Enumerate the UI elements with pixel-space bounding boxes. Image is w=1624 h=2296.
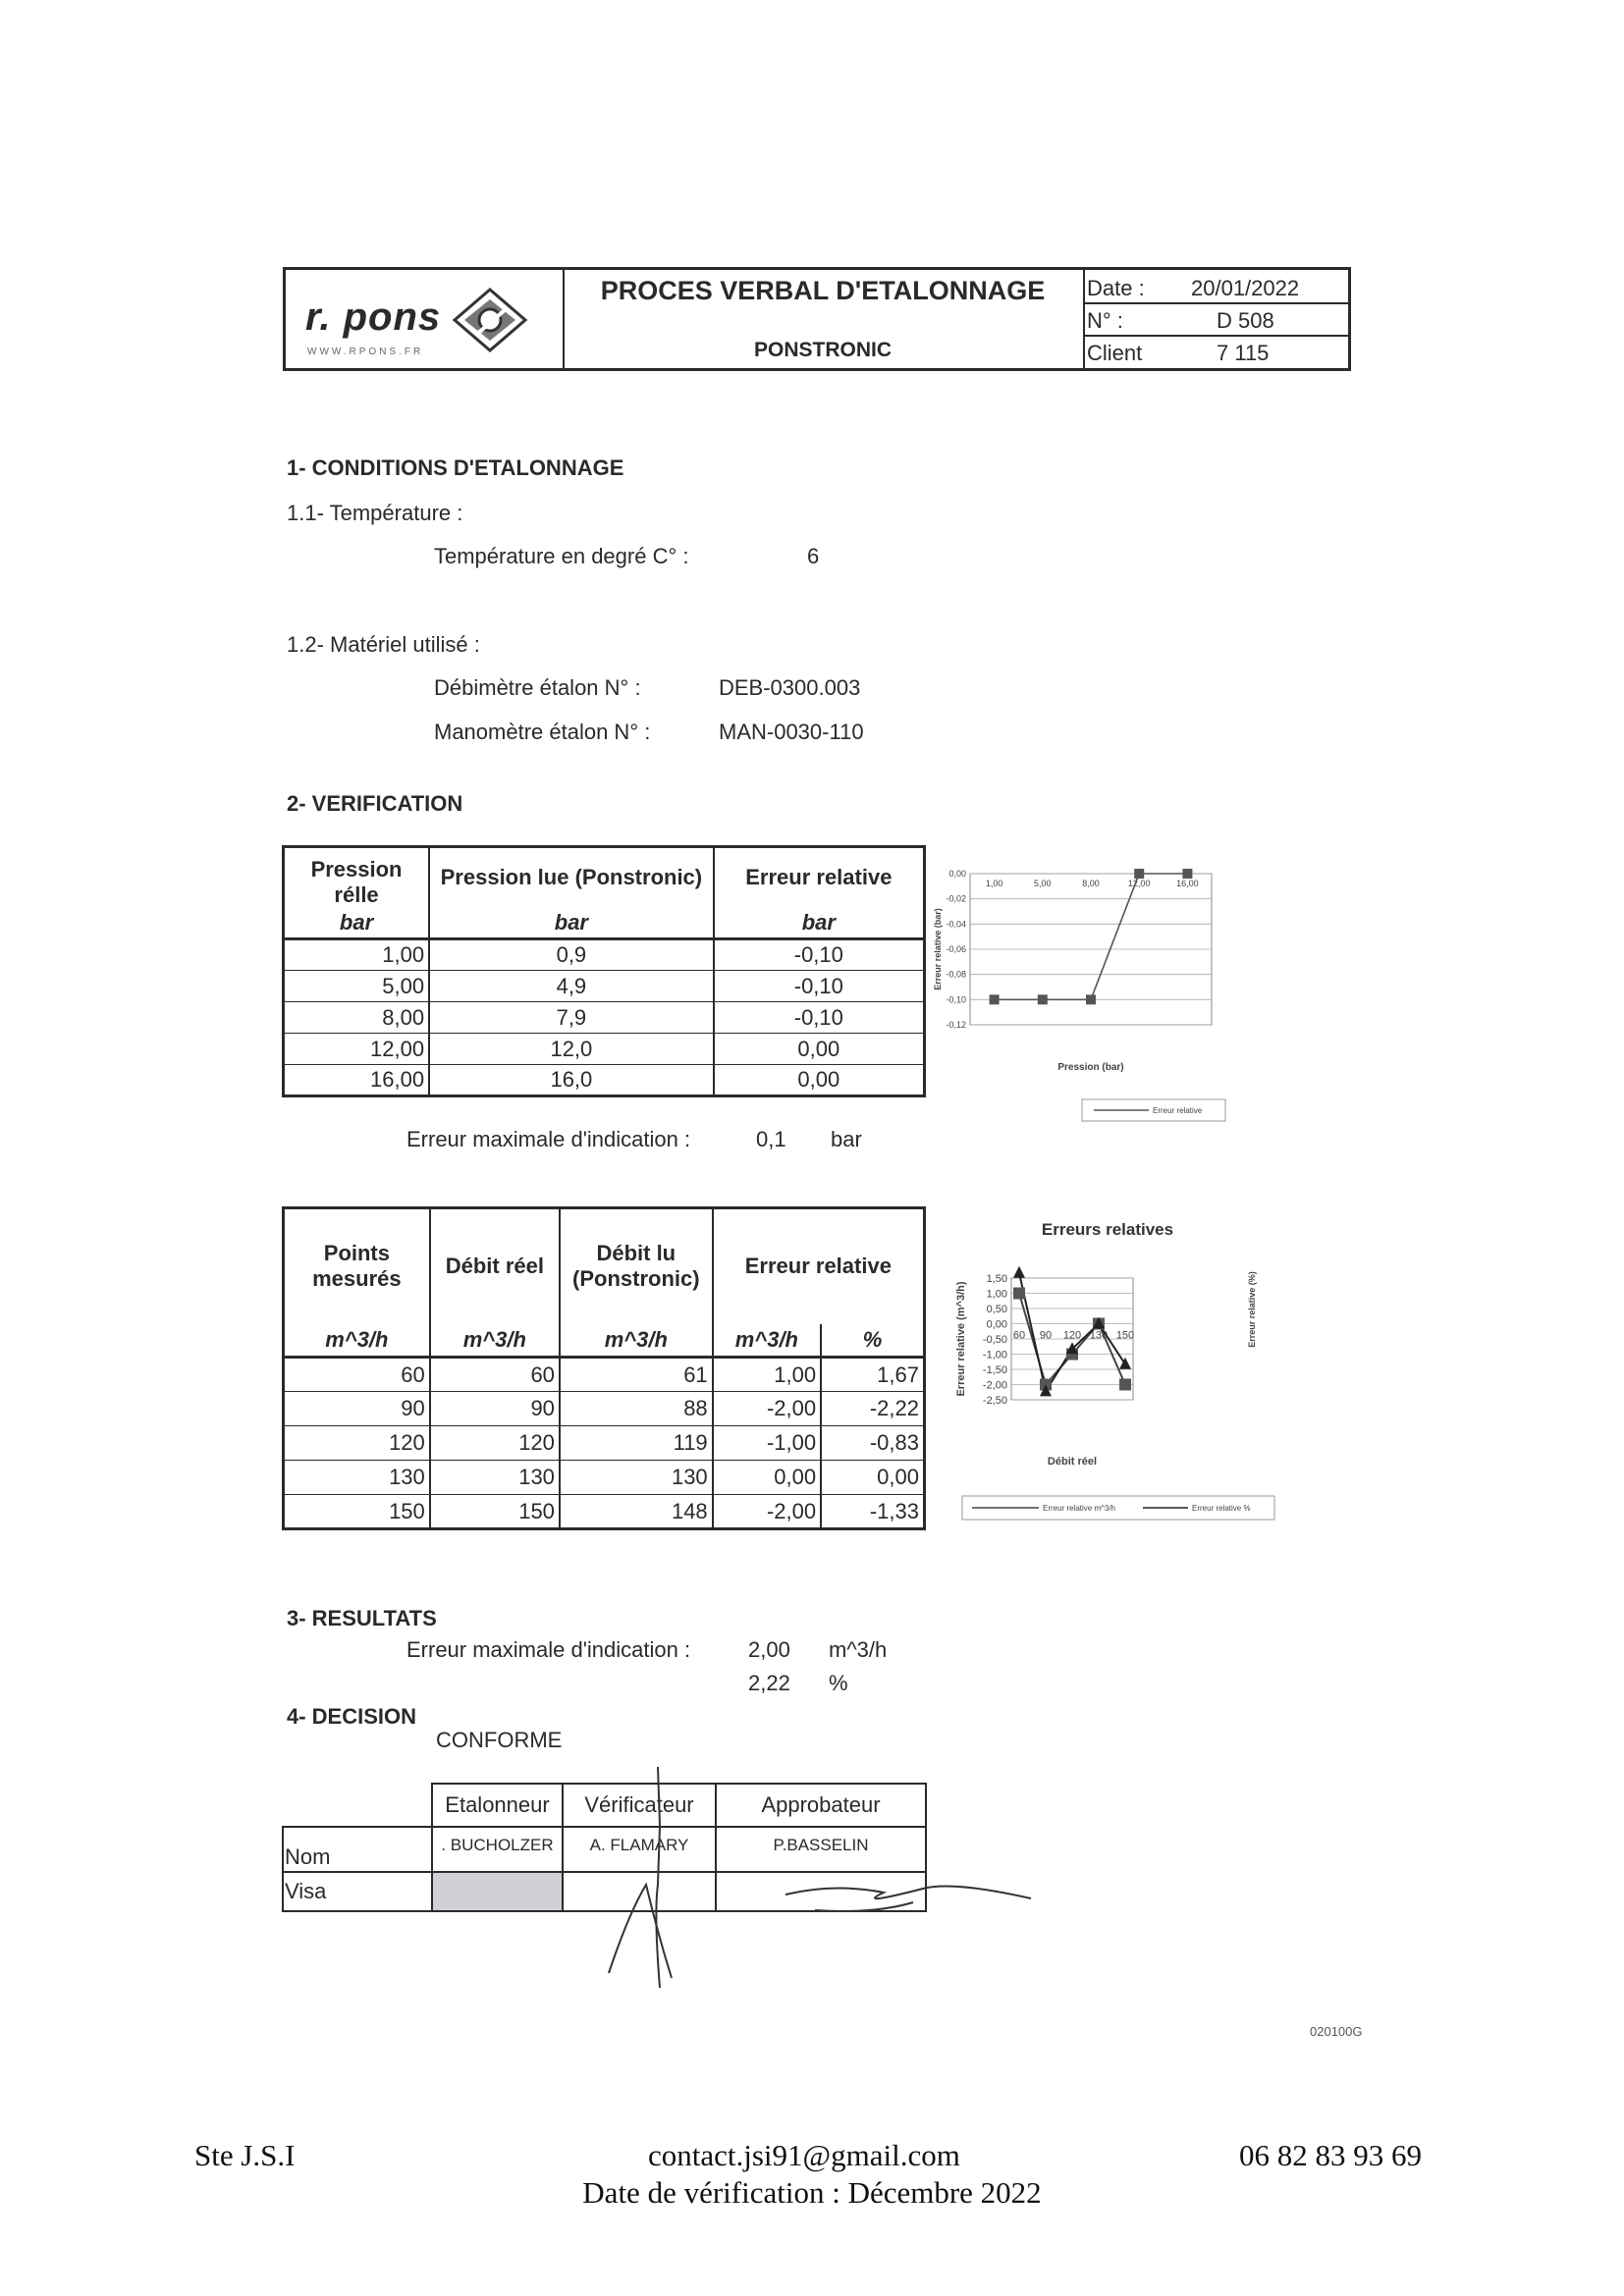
footer-verification-date: Date de vérification : Décembre 2022	[582, 2175, 1042, 2210]
pressure-max-error-value: 0,1	[756, 1127, 786, 1151]
table-cell: 16,0	[429, 1065, 714, 1096]
row-label-visa: Visa	[283, 1872, 432, 1911]
data-point	[1038, 994, 1048, 1004]
data-point-percent	[1013, 1266, 1025, 1278]
table-cell: 12,0	[429, 1034, 714, 1065]
flow-unit: m^3/h	[713, 1324, 821, 1358]
number-value: D 508	[1217, 308, 1274, 333]
section2-title: 2- VERIFICATION	[287, 791, 463, 816]
y-tick-label: 1,50	[986, 1273, 1007, 1285]
table-cell: 90	[284, 1392, 430, 1426]
table-cell: 0,9	[429, 939, 714, 971]
name-etalonneur: . BUCHOLZER	[432, 1827, 563, 1872]
materiel-title: 1.2- Matériel utilisé :	[287, 632, 480, 657]
flow-header-error: Erreur relative	[713, 1208, 925, 1324]
flow-header-real: Débit réel	[430, 1208, 560, 1324]
data-point-m3h	[1013, 1288, 1025, 1300]
x-tick-label: 90	[1039, 1329, 1053, 1342]
table-row	[284, 1461, 925, 1495]
footer-company: Ste J.S.I	[194, 2138, 296, 2172]
table-cell: 150	[284, 1495, 430, 1529]
result-max-error-label: Erreur maximale d'indication :	[406, 1637, 691, 1662]
signature-verificateur-loop	[609, 1885, 672, 1978]
table-cell: -0,10	[714, 939, 925, 971]
table-cell: 130	[560, 1461, 713, 1495]
header-title-block	[563, 270, 1085, 368]
x-tick-label: 120	[1062, 1329, 1082, 1342]
flow-table	[282, 1206, 926, 1530]
visa-etalonneur	[432, 1872, 563, 1911]
table-cell: 1,67	[821, 1358, 924, 1392]
signature-approbateur-underline	[815, 1902, 913, 1911]
section3-title: 3- RESULTATS	[287, 1606, 437, 1630]
y-tick-label: -0,10	[946, 994, 966, 1005]
pressure-header-error: Erreur relative	[714, 847, 925, 908]
table-row	[284, 1426, 925, 1461]
flow-header-points: Points mesurés	[284, 1208, 430, 1324]
table-cell: 88	[560, 1392, 713, 1426]
table-row	[284, 1002, 925, 1034]
x-axis-label: Pression (bar)	[1057, 1062, 1124, 1073]
date-value: 20/01/2022	[1191, 276, 1300, 300]
pressure-table	[282, 845, 926, 1097]
signature-approbateur-stroke	[785, 1887, 1031, 1899]
footer-phone: 06 82 83 93 69	[1239, 2138, 1422, 2172]
y-tick-label: -0,08	[946, 969, 966, 980]
table-cell: -1,00	[713, 1426, 821, 1461]
table-cell: 90	[430, 1392, 560, 1426]
table-cell: 130	[284, 1461, 430, 1495]
signature-header-etalonneur: Etalonneur	[432, 1784, 563, 1827]
y-tick-label: -0,12	[946, 1020, 966, 1030]
table-cell: 7,9	[429, 1002, 714, 1034]
table-cell: 0,00	[821, 1461, 924, 1495]
client-label: Client	[1087, 341, 1143, 365]
date-label: Date :	[1087, 276, 1145, 300]
temperature-title: 1.1- Température :	[287, 501, 463, 525]
y-tick-label: 0,50	[986, 1304, 1007, 1315]
pressure-header-read: Pression lue (Ponstronic)	[429, 847, 714, 908]
signature-scribbles	[589, 1767, 1041, 2002]
table-row	[284, 1358, 925, 1392]
table-cell: 1,00	[713, 1358, 821, 1392]
table-cell: 8,00	[284, 1002, 430, 1034]
pressure-unit: bar	[714, 908, 925, 939]
table-row	[284, 1495, 925, 1529]
table-cell: -2,00	[713, 1392, 821, 1426]
manometre-value: MAN-0030-110	[719, 720, 864, 744]
table-cell: 120	[430, 1426, 560, 1461]
x-axis-label: Débit réel	[1047, 1456, 1098, 1468]
y-tick-label: -1,50	[982, 1364, 1007, 1376]
legend-label: Erreur relative %	[1192, 1504, 1251, 1513]
table-row	[284, 939, 925, 971]
header-info-block	[1083, 270, 1348, 368]
flow-unit: m^3/h	[284, 1324, 430, 1358]
signature-verificateur-stroke	[656, 1767, 660, 1988]
table-cell: 148	[560, 1495, 713, 1529]
pressure-unit: bar	[284, 908, 430, 939]
flow-unit: m^3/h	[430, 1324, 560, 1358]
result-unit-percent: %	[829, 1671, 848, 1695]
data-point	[990, 994, 1000, 1004]
pressure-error-chart	[931, 860, 1286, 1135]
number-label: N° :	[1087, 308, 1123, 333]
y-axis-label: Erreur relative (bar)	[933, 908, 943, 990]
y-tick-label: -0,50	[982, 1334, 1007, 1346]
table-cell: 150	[430, 1495, 560, 1529]
x-tick-label: 16,00	[1176, 879, 1199, 888]
x-tick-label: 12,00	[1127, 879, 1151, 888]
row-label-nom: Nom	[283, 1827, 432, 1872]
document-subtitle: PONSTRONIC	[753, 339, 892, 361]
x-tick-label: 1,00	[985, 879, 1003, 888]
table-row	[284, 1392, 925, 1426]
legend-label: Erreur relative m^3/h	[1043, 1504, 1115, 1513]
debitmetre-label: Débimètre étalon N° :	[434, 675, 641, 700]
table-cell: -2,00	[713, 1495, 821, 1529]
signature-header-approbateur: Approbateur	[716, 1784, 926, 1827]
header-box	[283, 267, 1351, 371]
x-tick-label: 5,00	[1034, 879, 1052, 888]
table-cell: 1,00	[284, 939, 430, 971]
y-tick-label: -2,50	[982, 1395, 1007, 1407]
pressure-unit: bar	[429, 908, 714, 939]
table-cell: 61	[560, 1358, 713, 1392]
y-tick-label: -0,04	[946, 919, 966, 930]
x-tick-label: 150	[1115, 1329, 1135, 1342]
data-point	[1134, 869, 1144, 879]
data-point-m3h	[1119, 1379, 1131, 1391]
pressure-max-error-label: Erreur maximale d'indication :	[406, 1127, 691, 1151]
y-tick-label: -1,00	[982, 1349, 1007, 1362]
table-cell: -0,10	[714, 971, 925, 1002]
pressure-max-error-unit: bar	[831, 1127, 862, 1151]
name-approbateur: P.BASSELIN	[716, 1827, 926, 1872]
y-axis-label: Erreur relative (m^3/h)	[955, 1281, 967, 1397]
data-point	[1086, 994, 1096, 1004]
table-cell: 0,00	[713, 1461, 821, 1495]
document-title: PROCES VERBAL D'ETALONNAGE	[600, 276, 1046, 305]
table-cell: 0,00	[714, 1034, 925, 1065]
number-row	[1083, 302, 1348, 337]
logo-text: r. pons	[305, 295, 442, 339]
data-point	[1182, 869, 1192, 879]
debitmetre-value: DEB-0300.003	[719, 675, 861, 700]
y-tick-label: 0,00	[948, 869, 966, 879]
document-code: 020100G	[1310, 2024, 1363, 2039]
section4-title: 4- DECISION	[287, 1704, 417, 1729]
result-value-m3h: 2,00	[748, 1637, 790, 1662]
x-tick-label: 8,00	[1082, 879, 1100, 888]
table-cell: 130	[430, 1461, 560, 1495]
table-row	[284, 971, 925, 1002]
flow-unit: %	[821, 1324, 924, 1358]
table-row	[284, 1065, 925, 1096]
temperature-value: 6	[807, 544, 820, 568]
result-unit-m3h: m^3/h	[829, 1637, 888, 1662]
logo-emblem-icon	[451, 286, 529, 354]
footer-email[interactable]: contact.jsi91@gmail.com	[648, 2138, 960, 2172]
y-tick-label: 1,00	[986, 1288, 1007, 1301]
table-row	[284, 1034, 925, 1065]
legend-label: Erreur relative	[1153, 1106, 1203, 1115]
chart-title: Erreurs relatives	[1041, 1220, 1174, 1239]
x-tick-label: 130	[1089, 1329, 1109, 1342]
result-value-percent: 2,22	[748, 1671, 790, 1695]
flow-header-read: Débit lu (Ponstronic)	[560, 1208, 713, 1324]
y-tick-label: -2,00	[982, 1379, 1007, 1392]
y-tick-label: 0,00	[986, 1318, 1007, 1331]
flow-unit: m^3/h	[560, 1324, 713, 1358]
table-cell: 119	[560, 1426, 713, 1461]
pressure-header-real: Pression rélle	[284, 847, 430, 908]
signature-corner	[283, 1784, 432, 1827]
table-cell: -0,83	[821, 1426, 924, 1461]
temperature-label: Température en degré C° :	[434, 544, 689, 568]
table-cell: 4,9	[429, 971, 714, 1002]
y2-axis-label: Erreur relative (%)	[1247, 1271, 1257, 1348]
signature-header-verificateur: Vérificateur	[563, 1784, 716, 1827]
table-cell: 12,00	[284, 1034, 430, 1065]
decision-text: CONFORME	[436, 1728, 563, 1752]
manometre-label: Manomètre étalon N° :	[434, 720, 651, 744]
x-tick-label: 60	[1012, 1329, 1026, 1342]
y-tick-label: -0,06	[946, 944, 966, 954]
table-cell: 60	[430, 1358, 560, 1392]
name-verificateur: A. FLAMARY	[563, 1827, 716, 1872]
table-cell: -0,10	[714, 1002, 925, 1034]
client-row	[1083, 335, 1348, 369]
flow-error-chart	[943, 1217, 1286, 1531]
logo-block	[286, 270, 565, 368]
table-cell: 0,00	[714, 1065, 925, 1096]
y-tick-label: -0,02	[946, 893, 966, 904]
client-value: 7 115	[1217, 341, 1270, 365]
table-cell: 120	[284, 1426, 430, 1461]
table-cell: 60	[284, 1358, 430, 1392]
table-cell: 16,00	[284, 1065, 430, 1096]
date-row	[1083, 270, 1348, 302]
table-cell: -1,33	[821, 1495, 924, 1529]
section1-title: 1- CONDITIONS D'ETALONNAGE	[287, 455, 624, 480]
table-cell: -2,22	[821, 1392, 924, 1426]
table-cell: 5,00	[284, 971, 430, 1002]
logo-url: WWW.RPONS.FR	[307, 347, 424, 357]
